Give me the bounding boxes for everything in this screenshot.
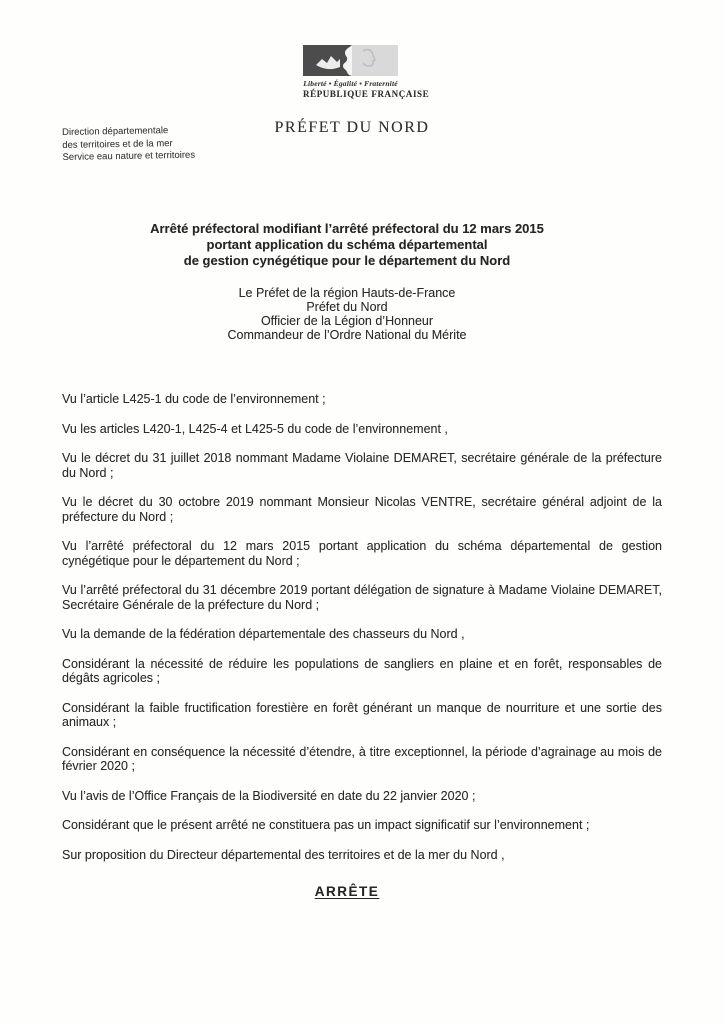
issuing-service-block [62, 125, 195, 165]
issuer-line: Préfet du Nord [306, 300, 388, 314]
service-line: Direction départementale [62, 125, 169, 138]
issuer-line: Le Préfet de la région Hauts-de-France [238, 286, 456, 300]
recital-paragraph: Vu le décret du 31 juillet 2018 nommant Madame Violaine DEMARET, secrétaire générale de la préfecture du Nord ; [62, 451, 662, 480]
issuer-line: Commandeur de l’Ordre National du Mérite [227, 328, 467, 342]
document-body [62, 392, 662, 877]
title-line: de gestion cynégétique pour le département du Nord [183, 253, 511, 268]
issuer-line: Officier de la Légion d’Honneur [260, 314, 434, 328]
logo-republic-label: RÉPUBLIQUE FRANÇAISE [303, 89, 430, 99]
logo-motto: Liberté • Égalité • Fraternité [303, 79, 398, 88]
service-line: Service eau nature et territoires [62, 149, 196, 163]
recital-paragraph: Vu l’arrêté préfectoral du 12 mars 2015 portant application du schéma départemental de gestion cynégétique pour le département du Nord ; [62, 539, 662, 568]
title-line: portant application du schéma départemental [206, 237, 488, 252]
prefet-du-nord-title: PRÉFET DU NORD [274, 119, 430, 136]
recital-paragraph: Vu l’arrêté préfectoral du 31 décembre 2019 portant délégation de signature à Madame Violaine DEMARET, Secrétaire Générale de la préfecture du Nord ; [62, 583, 662, 612]
document-title [0, 221, 694, 269]
recital-paragraph: Considérant la faible fructification forestière en forêt générant un manque de nourriture et une sortie des animaux ; [62, 700, 662, 729]
recital-paragraph: Considérant que le présent arrêté ne constituera pas un impact significatif sur l’environnement ; [62, 818, 590, 832]
recital-paragraph: Considérant en conséquence la nécessité d’étendre, à titre exceptionnel, la période d’agrainage au mois de février 2020 ; [62, 744, 662, 773]
recital-paragraph: Vu la demande de la fédération départementale des chasseurs du Nord , [62, 627, 465, 641]
recital-paragraph: Vu l’avis de l’Office Français de la Biodiversité en date du 22 janvier 2020 ; [62, 788, 476, 803]
title-line: Arrêté préfectoral modifiant l’arrêté préfectoral du 12 mars 2015 [150, 221, 544, 236]
recital-paragraph: Considérant la nécessité de réduire les populations de sangliers en plaine et en forêt, responsables de dégâts agricoles ; [62, 656, 662, 685]
service-line: des territoires et de la mer [62, 137, 173, 151]
republique-francaise-logo-block [303, 45, 430, 99]
issuer-titles-block [0, 286, 694, 342]
recital-paragraph: Vu l’article L425-1 du code de l’environnement ; [62, 392, 326, 406]
arrete-heading: ARRÊTE [314, 884, 380, 899]
recital-paragraph: Vu les articles L420-1, L425-4 et L425-5 du code de l’environnement , [62, 421, 448, 436]
recital-paragraph: Sur proposition du Directeur départemental des territoires et de la mer du Nord , [62, 847, 505, 862]
marianne-logo-icon [303, 45, 398, 76]
recital-paragraph: Vu le décret du 30 octobre 2019 nommant Monsieur Nicolas VENTRE, secrétaire général adjoint de la préfecture du Nord ; [62, 495, 662, 524]
